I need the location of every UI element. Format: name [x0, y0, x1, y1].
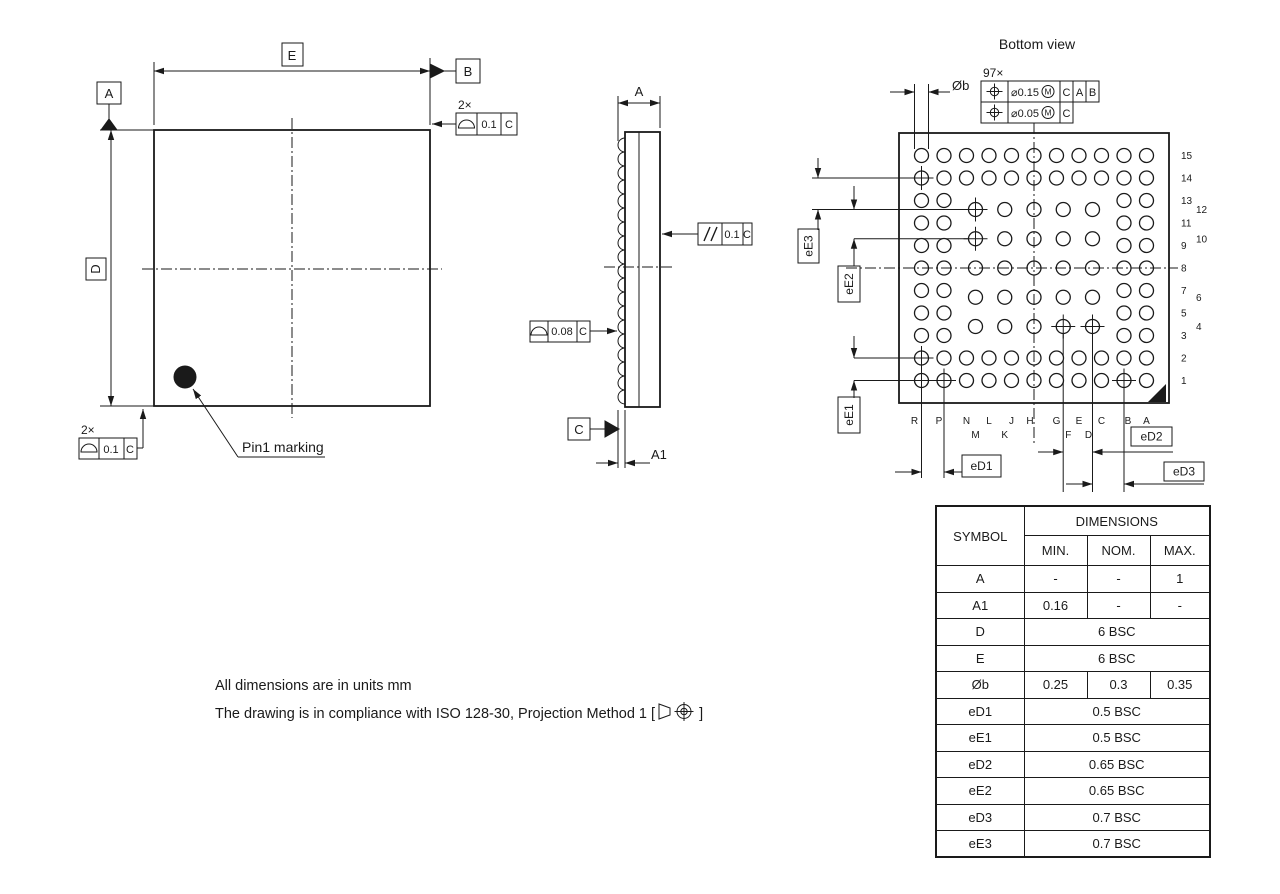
- dim-eD1-label: eD1: [970, 459, 993, 473]
- table-cell: D: [936, 619, 1024, 646]
- ball-A9: [1140, 239, 1154, 253]
- plan-view: [79, 43, 517, 459]
- ball-C15: [1095, 149, 1109, 163]
- ball-J2: [1005, 351, 1019, 365]
- ball-D6: [1086, 290, 1100, 304]
- ball-A14: [1140, 171, 1154, 185]
- row-label-7: 7: [1181, 286, 1187, 297]
- ball-K6: [998, 290, 1012, 304]
- note-units: All dimensions are in units mm: [215, 678, 412, 694]
- ball-F10: [1056, 232, 1070, 246]
- table-cell: eD3: [936, 804, 1024, 831]
- ball-count-label: 97×: [983, 66, 1004, 80]
- table-cell: 1: [1150, 566, 1210, 593]
- col-label-L: L: [986, 416, 992, 427]
- ball-A15: [1140, 149, 1154, 163]
- table-cell: 0.35: [1150, 672, 1210, 699]
- ball-R3: [915, 329, 929, 343]
- table-cell: eE2: [936, 778, 1024, 805]
- ball-J1: [1005, 374, 1019, 388]
- pin1-label: Pin1 marking: [242, 439, 324, 455]
- ball-A1: [1140, 374, 1154, 388]
- svg-text:B: B: [1088, 87, 1097, 99]
- svg-text:0.1: 0.1: [481, 119, 497, 131]
- ball-N2: [960, 351, 974, 365]
- dim-A1-label: A1: [651, 447, 667, 462]
- dim-eE1-label: eE1: [842, 404, 856, 426]
- note-projection: The drawing is in compliance with ISO 128-30, Projection Method 1 [ ]: [215, 700, 703, 728]
- datum-c-triangle-icon: [605, 421, 619, 437]
- ball-N15: [960, 149, 974, 163]
- ball-D10: [1086, 232, 1100, 246]
- table-header-dimensions: DIMENSIONS: [1024, 506, 1210, 536]
- col-label-G: G: [1052, 416, 1061, 427]
- ball-G14: [1050, 171, 1064, 185]
- table-row: [936, 592, 1210, 619]
- ball-grid: [910, 149, 1154, 393]
- ball-C2: [1095, 351, 1109, 365]
- ball-A11: [1140, 216, 1154, 230]
- table-header-min: MIN.: [1024, 536, 1087, 566]
- row-label-15: 15: [1181, 151, 1193, 162]
- count-bottom-label: 2×: [81, 423, 95, 437]
- col-label-K: K: [1001, 430, 1009, 441]
- drawing-notes: [215, 672, 703, 728]
- plan-view-text: [81, 48, 513, 456]
- datum-a-label: A: [104, 86, 114, 101]
- table-header-max: MAX.: [1150, 536, 1210, 566]
- ball-R5: [915, 306, 929, 320]
- ball-K10: [998, 232, 1012, 246]
- row-label-14: 14: [1181, 173, 1193, 185]
- pin1-leader: [193, 389, 238, 457]
- svg-text:C: C: [1062, 87, 1071, 99]
- table-cell: 0.5 BSC: [1024, 725, 1210, 752]
- ball-B7: [1117, 284, 1131, 298]
- table-cell: 0.25: [1024, 672, 1087, 699]
- ball-B2: [1117, 351, 1131, 365]
- svg-text:M: M: [1044, 107, 1052, 118]
- ball-P14: [937, 171, 951, 185]
- count-top-label: 2×: [458, 98, 472, 112]
- col-label-D: D: [1084, 430, 1093, 441]
- datum-a-triangle-icon: [101, 119, 117, 130]
- row-label-8: 8: [1181, 263, 1187, 275]
- ball-B11: [1117, 216, 1131, 230]
- ball-A2: [1140, 351, 1154, 365]
- table-row: [936, 778, 1210, 805]
- position-tolerance-icon: [987, 105, 1003, 121]
- ball-B14: [1117, 171, 1131, 185]
- ball-A7: [1140, 284, 1154, 298]
- svg-text:C: C: [743, 229, 751, 241]
- ball-R7: [915, 284, 929, 298]
- ball-B5: [1117, 306, 1131, 320]
- datum-b-label: B: [463, 64, 473, 79]
- row-label-3: 3: [1181, 331, 1187, 342]
- ball-R11: [915, 216, 929, 230]
- ball-dia-label: Øb: [952, 78, 970, 93]
- row-label-9: 9: [1181, 241, 1187, 252]
- table-cell: 6 BSC: [1024, 645, 1210, 672]
- col-label-P: P: [935, 416, 943, 427]
- ball-B13: [1117, 194, 1131, 208]
- row-number-labels: [1181, 151, 1208, 387]
- table-row: [936, 645, 1210, 672]
- ball-G15: [1050, 149, 1064, 163]
- table-cell: 0.7 BSC: [1024, 804, 1210, 831]
- table-cell: A1: [936, 592, 1024, 619]
- table-cell: eD2: [936, 751, 1024, 778]
- ball-J14: [1005, 171, 1019, 185]
- ball-G1: [1050, 374, 1064, 388]
- ball-L15: [982, 149, 996, 163]
- profile-tolerance-icon: [81, 444, 97, 452]
- row-label-10: 10: [1196, 234, 1208, 246]
- ball-F6: [1056, 290, 1070, 304]
- profile-tolerance-icon: [459, 120, 475, 128]
- ball-D12: [1086, 203, 1100, 217]
- table-cell: -: [1150, 592, 1210, 619]
- ball-B9: [1117, 239, 1131, 253]
- ball-A13: [1140, 194, 1154, 208]
- col-label-C: C: [1097, 416, 1106, 427]
- table-cell: 0.65 BSC: [1024, 778, 1210, 805]
- ball-P11: [937, 216, 951, 230]
- ball-K4: [998, 320, 1012, 334]
- table-row: [936, 672, 1210, 699]
- table-cell: 0.16: [1024, 592, 1087, 619]
- table-cell: 0.7 BSC: [1024, 831, 1210, 858]
- table-cell: 0.3: [1087, 672, 1150, 699]
- ball-B15: [1117, 149, 1131, 163]
- fcf-profile-side: [530, 321, 617, 342]
- dim-eE3-label: eE3: [801, 235, 816, 257]
- ball-R9: [915, 239, 929, 253]
- ball-E2: [1072, 351, 1086, 365]
- table-row: [936, 619, 1210, 646]
- col-label-E: E: [1075, 416, 1083, 427]
- ball-G2: [1050, 351, 1064, 365]
- ball-P7: [937, 284, 951, 298]
- table-cell: 0.5 BSC: [1024, 698, 1210, 725]
- table-cell: 6 BSC: [1024, 619, 1210, 646]
- row-label-5: 5: [1181, 308, 1187, 320]
- side-view-text: [551, 84, 751, 462]
- dim-D-label: D: [88, 264, 103, 274]
- ball-E15: [1072, 149, 1086, 163]
- table-row: [936, 804, 1210, 831]
- bottom-view-title: Bottom view: [998, 36, 1076, 52]
- table-row: [936, 831, 1210, 858]
- ball-P13: [937, 194, 951, 208]
- profile-tolerance-icon: [531, 327, 547, 335]
- ball-L2: [982, 351, 996, 365]
- col-label-F: F: [1065, 430, 1072, 441]
- side-body-outline: [625, 132, 660, 407]
- col-label-A: A: [1143, 416, 1150, 427]
- dim-eD3-label: eD3: [1172, 464, 1196, 479]
- table-cell: -: [1087, 592, 1150, 619]
- svg-text:C: C: [505, 119, 513, 131]
- table-row: [936, 566, 1210, 593]
- col-label-J: J: [1009, 416, 1014, 427]
- col-label-H: H: [1026, 416, 1034, 427]
- ball-A5: [1140, 306, 1154, 320]
- table-row: [936, 698, 1210, 725]
- ball-N14: [960, 171, 974, 185]
- svg-text:0.08: 0.08: [551, 326, 573, 338]
- svg-text:C: C: [126, 444, 134, 456]
- dim-A-label: A: [634, 84, 644, 99]
- ball-E14: [1072, 171, 1086, 185]
- row-label-6: 6: [1196, 292, 1202, 304]
- table-row: [936, 751, 1210, 778]
- ball-M4: [969, 320, 983, 334]
- table-row: [936, 725, 1210, 752]
- row-label-2: 2: [1181, 353, 1187, 365]
- table-header-nom: NOM.: [1087, 536, 1150, 566]
- table-cell: eE3: [936, 831, 1024, 858]
- datum-b-triangle-icon: [430, 64, 444, 78]
- row-label-4: 4: [1196, 322, 1202, 333]
- svg-text:⌀0.05: ⌀0.05: [1011, 108, 1040, 120]
- datum-c-label: C: [574, 422, 584, 437]
- col-label-B: B: [1124, 416, 1132, 427]
- dim-eE2-label: eE2: [842, 273, 856, 295]
- svg-text:⌀0.15: ⌀0.15: [1011, 87, 1040, 99]
- ball-M6: [969, 290, 983, 304]
- ball-E1: [1072, 374, 1086, 388]
- pin1-marking-dot: [174, 366, 196, 388]
- ball-C1: [1095, 374, 1109, 388]
- dim-E-label: E: [287, 48, 297, 63]
- table-cell: A: [936, 566, 1024, 593]
- ball-L14: [982, 171, 996, 185]
- table-header-symbol: SYMBOL: [936, 506, 1024, 566]
- ball-C14: [1095, 171, 1109, 185]
- ball-A3: [1140, 329, 1154, 343]
- ball-L1: [982, 374, 996, 388]
- svg-text:M: M: [1044, 86, 1052, 97]
- table-cell: eE1: [936, 725, 1024, 752]
- col-label-N: N: [962, 416, 971, 427]
- ball-P15: [937, 149, 951, 163]
- ball-R15: [915, 149, 929, 163]
- table-cell: Øb: [936, 672, 1024, 699]
- dimension-table: [935, 505, 1211, 858]
- row-label-11: 11: [1181, 218, 1192, 230]
- svg-text:C: C: [579, 326, 587, 338]
- table-cell: E: [936, 645, 1024, 672]
- svg-text:0.1: 0.1: [724, 229, 740, 241]
- side-view: [530, 96, 752, 468]
- position-tolerance-icon: [987, 84, 1003, 100]
- table-cell: eD1: [936, 698, 1024, 725]
- ball-B3: [1117, 329, 1131, 343]
- col-label-R: R: [910, 416, 919, 427]
- ball-P3: [937, 329, 951, 343]
- table-cell: -: [1024, 566, 1087, 593]
- dim-eD2-label: eD2: [1140, 429, 1163, 444]
- row-label-12: 12: [1196, 205, 1208, 216]
- svg-text:A: A: [1075, 87, 1084, 99]
- parallelism-icon: [704, 227, 710, 241]
- col-label-M: M: [971, 430, 980, 441]
- ball-P2: [937, 351, 951, 365]
- ball-K12: [998, 203, 1012, 217]
- table-cell: 0.65 BSC: [1024, 751, 1210, 778]
- solder-ball-scallops: [618, 138, 625, 404]
- svg-text:C: C: [1062, 108, 1071, 120]
- row-label-13: 13: [1181, 196, 1193, 207]
- row-label-1: 1: [1181, 376, 1187, 387]
- svg-text:0.1: 0.1: [103, 444, 119, 456]
- ball-R13: [915, 194, 929, 208]
- ball-J15: [1005, 149, 1019, 163]
- ball-F12: [1056, 203, 1070, 217]
- first-angle-projection-icon: [657, 700, 697, 723]
- column-letter-labels: [911, 416, 1150, 441]
- ball-N1: [960, 374, 974, 388]
- table-cell: -: [1087, 566, 1150, 593]
- ball-P5: [937, 306, 951, 320]
- ball-P9: [937, 239, 951, 253]
